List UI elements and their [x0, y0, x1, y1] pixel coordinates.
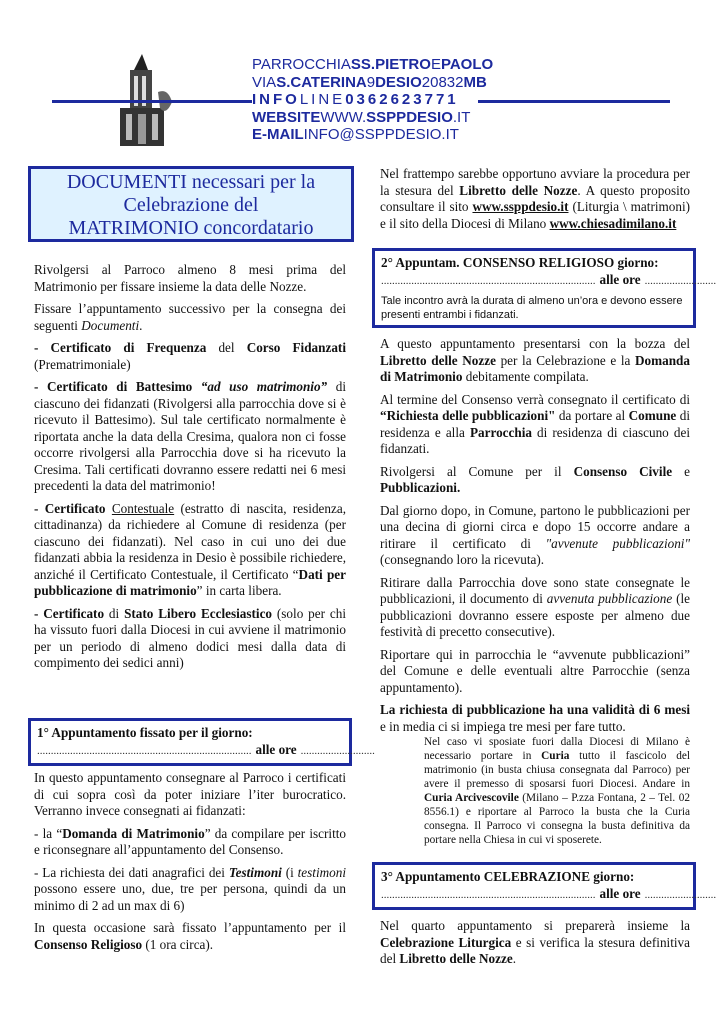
appointment-1-fields: .............................................................................. alle ore ........................... — [37, 742, 343, 760]
documents-intro: Fissare l’appuntamento successivo per la consegna dei seguenti Documenti. — [34, 301, 346, 333]
consent-steps: A questo appuntamento presentarsi con la bozza del Libretto delle Nozze per la Celebrazione e la Domanda di Matrimonio debitamente compilata. Al termine del Consenso verrà consegnato il certificato di “Richiesta delle pubblicazioni" da portare al Comune di residenza e alla Parrocchia di residenza di ciascuno dei fidanzati. Rivolgersi al Comune per il Consenso Civile e Pubblicazioni. Dal giorno dopo, in Comune, partono le pubblicazioni per una decina di giorni circa e dopo 15 occorre andare a ritirare il certificato di "avvenute pubblicazioni" (consegnando loro la ricevuta). Ritirare dalla Parrocchia dove sono state consegnate le pubblicazioni, il documento di avvenuta pubblicazione (le pubblicazioni dovranno essere esposte per almeno due festività di precetto consecutive). Riportare qui in parrocchia le “avvenute pubblicazioni” del Comune e delle eventuali altre Parrocchie (senza appuntamento). La richiesta di pubblicazione ha una validità di 6 mesi e in media ci si impiega tre mesi per fare tutto. — [380, 336, 690, 734]
appointment-2-time-field[interactable]: .......................... — [644, 274, 717, 287]
marriage-application-item: - la “Domanda di Matrimonio” da compilare per iscritto e riconsegnare all’appuntamento del Consenso. — [34, 825, 347, 857]
intro-paragraph: Rivolgersi al Parroco almeno 8 mesi prima del Matrimonio per fissare insieme la data delle Nozze. — [34, 262, 346, 294]
appointment-2-fields: .............................................................................. alle ore .......................... — [381, 272, 687, 290]
parish-name: PARROCCHIASS.PIETROEPAOLO — [252, 56, 494, 73]
appointment-2-date-field[interactable]: .............................................................................. — [381, 274, 596, 287]
certificate-baptism: - Certificato di Battesimo “ad uso matrimonio” di ciascuno dei fidanzati (Rivolgersi alla parrocchia dove si è ricevuto il Battesimo). Sul tale certificato normalmente è riportata anche la data della Cresima, qualora non ci fosse occorre rivolgersi alla Parrocchia dove si ha ricevuto la Cresima. Tali certificati dovranno essere redatti nei 6 mesi precedenti la data del matrimonio! — [34, 379, 346, 493]
appointment-1-box — [28, 718, 375, 766]
appointment-3-fields: .............................................................................. alle ore .......................... — [381, 886, 687, 904]
appointment-2-note: Tale incontro avrà la durata di almeno un’ora e devono essere presenti entrambi i fidanzati. — [381, 295, 683, 321]
appointment-3-time-field[interactable]: .......................... — [644, 888, 717, 901]
appointment-3-box — [372, 862, 717, 910]
diocese-site-link[interactable]: www.chiesadimilano.it — [549, 215, 677, 231]
parish-site-link[interactable]: www.ssppdesio.it — [472, 199, 569, 214]
appointment-2-box — [372, 248, 717, 328]
booklet-paragraph: Nel frattempo sarebbe opportuno avviare la procedura per la stesura del Libretto delle Nozze. A questo proposito consultare il sito www.ssppdesio.it (Liturgia \ matrimoni) e il sito della Diocesi di Milano www.chiesadimilano.it — [380, 166, 690, 231]
certificate-free-state: - Certificato di Stato Libero Ecclesiastico (solo per chi ha vissuto fuori dalla Diocesi in cui avviene il matrimonio per un periodo di almeno dodici mesi dalla data di compimento dei sedici anni) — [34, 605, 346, 670]
parish-website[interactable]: WEBSITEWWW.SSPPDESIO.IT — [252, 108, 471, 126]
fourth-appointment-paragraph: Nel quarto appuntamento si preparerà insieme la Celebrazione Liturgica e si verifica la stesura definitiva del Libretto delle Nozze. — [380, 918, 690, 966]
parish-contact-block — [252, 56, 493, 144]
appointment-1-details: In questo appuntamento consegnare al Parroco i certificati di cui sopra così da poter iniziare l’iter burocratico. Verranno invece consegnati ai fidanzati: - la “Domanda di Matrimonio” da compilare per iscritto e riconsegnare all’appuntamento del Consenso. - La richiesta dei dati anagrafici dei Testimoni (i testimoni possono essere uno, due, tre per persona, quindi da un minimo di 2 ad un max di 6) In questa occasione sarà fissato l’appuntamento per il Consenso Religioso (1 ora circa). — [34, 770, 347, 952]
parish-phone: INFOLINE0362623771 — [252, 91, 459, 108]
appointment-3-date-field[interactable]: .............................................................................. — [381, 888, 596, 901]
document-title: DOCUMENTI necessari per la Celebrazione del MATRIMONIO concordatario — [28, 166, 354, 242]
header-rule-right — [478, 100, 670, 103]
appointment-1-label: 1° Appuntamento fissato per il giorno: — [37, 725, 253, 740]
witnesses-item: - La richiesta dei dati anagrafici dei Testimoni (i testimoni possono essere uno, due, tre per persona, quindi da un minimo di 2 ad un max di 6) — [34, 864, 346, 913]
letterhead — [0, 0, 724, 150]
appointment-1-date-field[interactable]: .............................................................................. — [37, 744, 252, 757]
appointment-3-label: 3° Appuntamento CELEBRAZIONE giorno: — [381, 869, 635, 884]
consent-appointment-note: In questa occasione sarà fissato l’appuntamento per il Consenso Religioso (1 ora circa). — [34, 920, 346, 952]
appointment-1-time-field[interactable]: ........................... — [300, 744, 375, 757]
certificate-contestuale: - Certificato Contestuale (estratto di nascita, residenza, cittadinanza) da richiedere al Comune di residenza (per ciascuno dei fidanzati). Nel caso in cui uno dei due fidanzati abbia la residenza in Desio è possibile richiedere, anziché il Certificato Contestuale, il Certificato “Dati per pubblicazione di matrimonio” in carta libera. — [34, 500, 346, 598]
parish-address: VIAS.CATERINA9DESIO20832MB — [252, 73, 487, 91]
header-rule-left — [52, 100, 252, 103]
certificate-frequency: - Certificato di Frequenza del Corso Fidanzati (Prematrimoniale) — [34, 340, 346, 372]
out-of-diocese-note: Nel caso vi sposiate fuori dalla Diocesi di Milano è necessario portare in Curia tutto il fascicolo del matrimonio (in busta chiusa consegnata dal Parroco) per avere il premesso di sposarsi fuori Diocesi. Andare in Curia Arcivescovile (Milano – P.zza Fontana, 2 – Tel. 02 8556.1) e riportare al Parroco la busta che la Curia consegna. Il Parroco vi consegna la busta definitiva da portare nella Chiesa in cui vi sposerete. — [424, 736, 690, 846]
appointment-2-label: 2° Appuntam. CONSENSO RELIGIOSO giorno: — [381, 255, 659, 270]
documents-list — [34, 262, 346, 678]
parish-email[interactable]: E-MAILINFO@SSPPDESIO.IT — [252, 126, 459, 143]
